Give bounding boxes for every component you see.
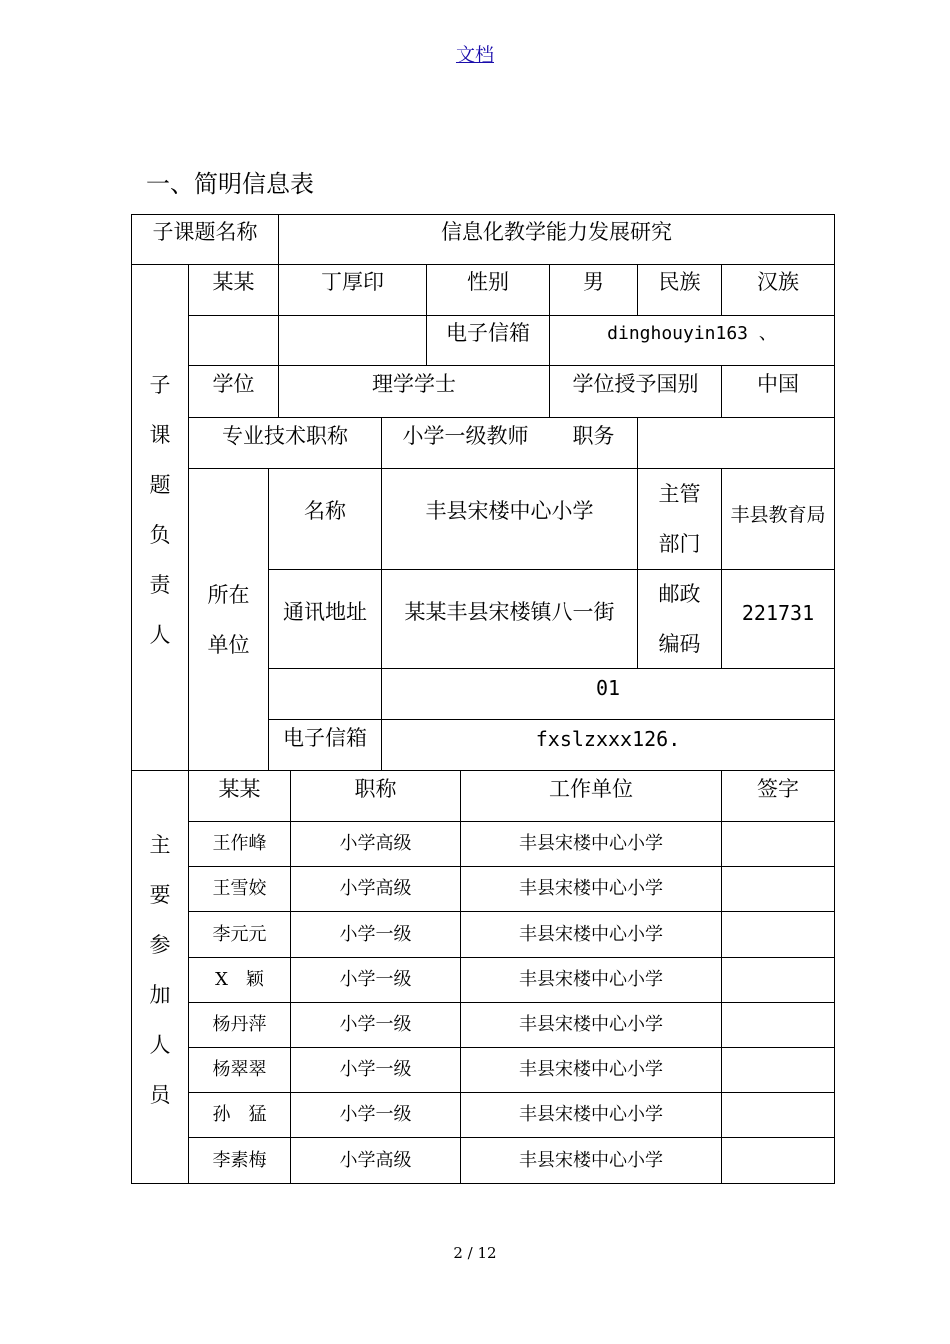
member-unit: 丰县宋楼中心小学 bbox=[519, 1014, 663, 1036]
member-name: 杨翠翠 bbox=[212, 1059, 267, 1081]
members-header-unit: 工作单位 bbox=[549, 777, 633, 802]
member-sign bbox=[722, 1048, 834, 1092]
members-header-name: 某某 bbox=[218, 777, 261, 802]
member-unit: 丰县宋楼中心小学 bbox=[519, 833, 663, 855]
degree-value: 理学学士 bbox=[372, 372, 456, 397]
unit-label-line: 所在 bbox=[207, 582, 250, 607]
ethnic-label: 民族 bbox=[658, 270, 701, 295]
member-title: 小学一级 bbox=[339, 923, 412, 945]
postal-label-line: 编码 bbox=[658, 632, 701, 656]
name-label: 某某 bbox=[212, 270, 255, 295]
unit-label-line: 单位 bbox=[207, 632, 250, 657]
members-char: 参 bbox=[149, 933, 171, 957]
unit-email-value: fxslzxxx126. bbox=[535, 727, 681, 751]
name-value: 丁厚印 bbox=[321, 270, 384, 295]
member-title: 小学一级 bbox=[339, 1104, 412, 1126]
leader-char: 课 bbox=[149, 423, 171, 447]
member-unit: 丰县宋楼中心小学 bbox=[519, 1059, 663, 1081]
member-title: 小学一级 bbox=[339, 969, 412, 991]
members-header-sign: 签字 bbox=[757, 777, 799, 802]
member-name: 王雪姣 bbox=[212, 878, 267, 900]
document-link[interactable]: 文档 bbox=[455, 44, 494, 66]
duty-value bbox=[638, 418, 834, 455]
member-name: X 颖 bbox=[215, 969, 264, 991]
leader-char: 责 bbox=[149, 573, 171, 597]
member-sign bbox=[722, 1138, 834, 1183]
member-title: 小学高级 bbox=[339, 878, 412, 900]
member-unit: 丰县宋楼中心小学 bbox=[519, 878, 663, 900]
subtopic-value: 信息化教学能力发展研究 bbox=[441, 219, 672, 244]
email-label: 电子信箱 bbox=[446, 321, 530, 346]
gender-value: 男 bbox=[583, 270, 604, 295]
title-label: 专业技术职称 bbox=[222, 423, 348, 448]
member-sign bbox=[722, 958, 834, 1002]
member-sign bbox=[722, 1093, 834, 1137]
unit-email-label: 电子信箱 bbox=[283, 726, 367, 751]
member-name: 李素梅 bbox=[212, 1149, 267, 1171]
member-name: 孙 猛 bbox=[212, 1104, 267, 1126]
member-unit: 丰县宋楼中心小学 bbox=[519, 923, 663, 945]
gender-label: 性别 bbox=[467, 270, 509, 295]
leader-char: 负 bbox=[149, 523, 171, 547]
dept-label-line: 部门 bbox=[658, 532, 701, 556]
dept-label bbox=[638, 469, 721, 569]
ethnic-value: 汉族 bbox=[757, 270, 799, 295]
member-unit: 丰县宋楼中心小学 bbox=[519, 1149, 663, 1171]
phone-value: 01 bbox=[595, 676, 621, 700]
member-title: 小学一级 bbox=[339, 1059, 412, 1081]
degree-label: 学位 bbox=[212, 372, 255, 397]
member-sign bbox=[722, 822, 834, 866]
dept-label-line: 主管 bbox=[658, 482, 701, 506]
unit-name-value: 丰县宋楼中心小学 bbox=[425, 499, 594, 524]
members-char: 员 bbox=[149, 1083, 171, 1107]
members-char: 加 bbox=[149, 983, 171, 1007]
member-sign bbox=[722, 912, 834, 957]
members-header-title: 职称 bbox=[354, 777, 397, 802]
member-name: 杨丹萍 bbox=[212, 1014, 267, 1036]
email-value: dinghouyin163 、 bbox=[607, 323, 777, 345]
title-value: 小学一级教师 bbox=[402, 423, 529, 448]
unit-name-label: 名称 bbox=[304, 499, 346, 524]
page-number: 2 / 12 bbox=[453, 1244, 497, 1262]
member-unit: 丰县宋楼中心小学 bbox=[519, 1104, 663, 1126]
leader-char: 子 bbox=[149, 373, 171, 397]
subtopic-label: 子课题名称 bbox=[152, 219, 258, 244]
postal-label bbox=[638, 570, 721, 668]
member-sign bbox=[722, 867, 834, 911]
degree-country-label: 学位授予国别 bbox=[572, 372, 699, 397]
leader-label bbox=[132, 360, 188, 660]
members-char: 主 bbox=[149, 833, 171, 857]
address-value: 某某丰县宋楼镇八一街 bbox=[404, 600, 615, 625]
leader-char: 题 bbox=[149, 473, 171, 497]
member-sign bbox=[722, 1003, 834, 1047]
members-char: 要 bbox=[149, 883, 171, 907]
duty-label: 职务 bbox=[572, 423, 615, 448]
leader-char: 人 bbox=[149, 623, 171, 647]
member-title: 小学一级 bbox=[339, 1014, 412, 1036]
members-label bbox=[132, 820, 188, 1120]
section-title: 一、简明信息表 bbox=[146, 170, 314, 198]
member-name: 王作峰 bbox=[212, 833, 267, 855]
unit-label bbox=[189, 469, 268, 770]
member-title: 小学高级 bbox=[339, 833, 412, 855]
dept-value: 丰县教育局 bbox=[730, 503, 826, 526]
address-label: 通讯地址 bbox=[283, 600, 367, 625]
member-unit: 丰县宋楼中心小学 bbox=[519, 969, 663, 991]
degree-country-value: 中国 bbox=[757, 372, 799, 397]
members-char: 人 bbox=[149, 1033, 171, 1057]
member-name: 李元元 bbox=[212, 923, 267, 945]
member-title: 小学高级 bbox=[339, 1149, 412, 1171]
postal-value: 221731 bbox=[741, 601, 815, 625]
postal-label-line: 邮政 bbox=[658, 582, 701, 606]
